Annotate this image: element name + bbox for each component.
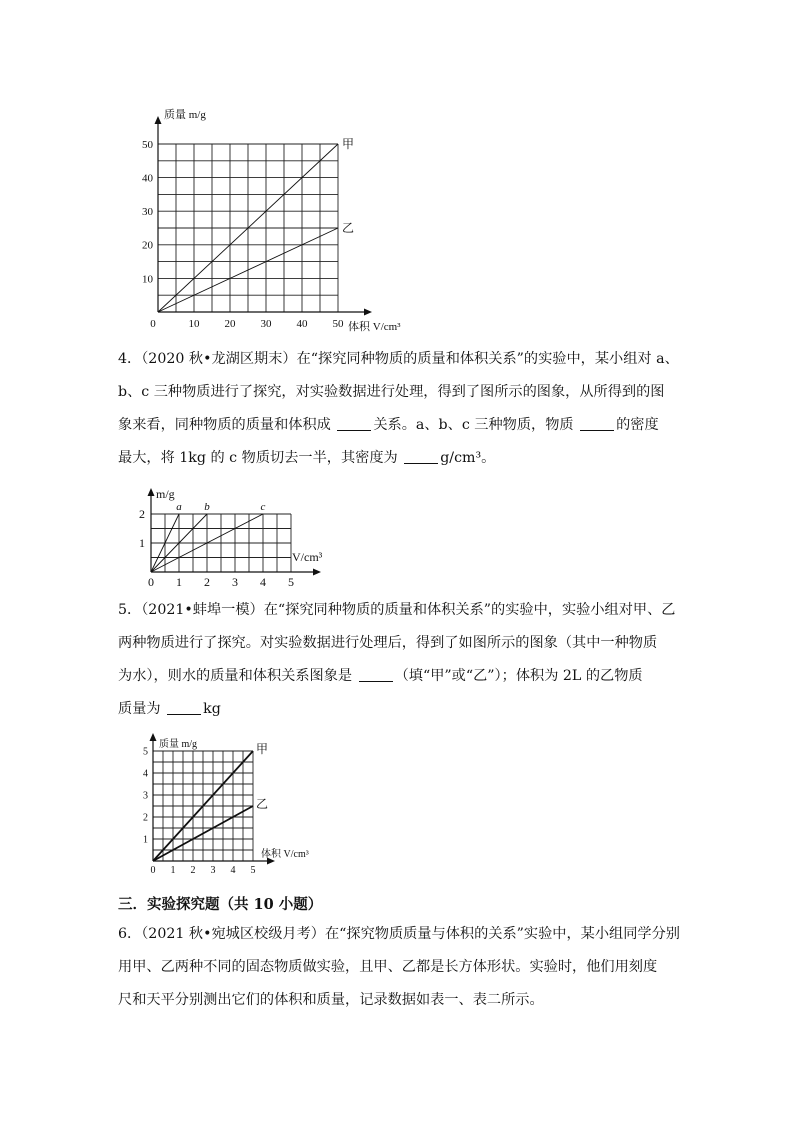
y-tick-label: 30: [142, 206, 153, 219]
y-axis-label: 质量 m/g: [159, 739, 198, 750]
q4-line-4-part-a: 最大，将 1kg 的 c 物质切去一半，其密度为: [118, 450, 398, 466]
q5-line-3-part-b: （填“甲”或“乙”）；体积为 2L 的乙物质: [394, 668, 643, 684]
question-5: [118, 594, 678, 726]
answer-blank-mass[interactable]: [167, 700, 201, 715]
y-tick-label: 1: [139, 536, 145, 551]
series-label: 乙: [256, 797, 269, 811]
section-title: 三．实验探究题（共 10 小题）: [118, 896, 323, 913]
x-tick-label: 40: [296, 318, 308, 330]
q5-line-4: [118, 693, 678, 726]
q4-line-4-part-b: g/cm³。: [440, 450, 496, 466]
y-tick-label: 20: [142, 239, 153, 252]
x-axis-label: V/cm³: [292, 550, 323, 564]
x-tick-label: 20: [224, 318, 236, 330]
y-axis-label: 质量 m/g: [164, 109, 206, 121]
x-tick-label: 4: [260, 575, 266, 588]
series-label: 甲: [342, 137, 355, 151]
q4-line-3: [118, 409, 678, 442]
y-tick-label: 4: [143, 768, 148, 780]
mass-volume-chart-1: [130, 100, 420, 340]
q5-line-4-part-a: 质量为: [118, 701, 161, 717]
answer-blank-relationship[interactable]: [337, 416, 371, 431]
x-tick-label: 5: [288, 575, 294, 588]
q6-line-1: 6．（2021 秋•宛城区校级月考）在“探究物质质量与体积的关系”实验中，某小组同学分别: [118, 926, 680, 942]
q4-line-1: 4．（2020 秋•龙湖区期末）在“探究同种物质的质量和体积关系”的实验中，某小组对 a、: [118, 351, 679, 367]
y-tick-label: 3: [143, 790, 148, 802]
x-tick-label: 50: [332, 318, 344, 330]
answer-blank-water-graph[interactable]: [359, 667, 393, 682]
series-label: 甲: [256, 742, 269, 756]
mass-volume-chart-2: [130, 478, 340, 588]
y-tick-label: 5: [143, 746, 148, 758]
q4-line-3-part-a: 象来看，同种物质的质量和体积成: [118, 417, 331, 433]
q6-line-3: 尺和天平分别测出它们的体积和质量，记录数据如表一、表二所示。: [118, 992, 544, 1008]
series-label: a: [176, 501, 182, 513]
x-tick-label: 1: [170, 865, 176, 876]
q4-line-3-part-c: 的密度: [616, 417, 659, 433]
x-tick-label: 4: [230, 865, 236, 876]
x-axis-arrow: [364, 309, 372, 316]
question-6: [118, 918, 678, 1017]
q5-line-3: [118, 660, 678, 693]
q5-line-2: 两种物质进行了探究。对实验数据进行处理后，得到了如图所示的图象（其中一种物质: [118, 635, 658, 651]
x-tick-label: 3: [232, 575, 238, 588]
x-tick-label: 2: [204, 575, 210, 588]
y-tick-label: 1: [143, 834, 148, 846]
q5-line-1: 5．（2021•蚌埠一模）在“探究同种物质的质量和体积关系”的实验中，实验小组对甲、乙: [118, 602, 676, 618]
x-tick-label: 3: [210, 865, 216, 876]
mass-volume-chart-3: [130, 730, 340, 880]
q5-line-4-part-b: kg: [203, 701, 221, 717]
y-axis-arrow: [155, 116, 162, 124]
q5-line-3-part-a: 为水），则水的质量和体积关系图象是: [118, 668, 353, 684]
y-tick-label: 2: [143, 812, 148, 824]
y-tick-label: 10: [142, 273, 153, 286]
chart-grid: [151, 514, 291, 572]
q4-line-2: b、c 三种物质进行了探究，对实验数据进行处理，得到了图所示的图象，从所得到的图: [118, 384, 665, 400]
q6-line-2: 用甲、乙两种不同的固态物质做实验，且甲、乙都是长方体形状。实验时，他们用刻度: [118, 959, 658, 975]
answer-blank-density[interactable]: [404, 449, 438, 464]
x-axis-arrow: [313, 569, 321, 576]
y-axis-arrow: [150, 733, 157, 741]
q4-line-4: [118, 442, 678, 475]
x-tick-label: 1: [176, 575, 182, 588]
y-tick-label: 50: [142, 138, 153, 151]
chart-axes: [155, 116, 373, 316]
x-tick-label: 0: [150, 318, 156, 330]
x-tick-label: 0: [148, 575, 154, 588]
x-tick-label: 10: [188, 318, 200, 330]
x-axis-label: 体积 V/cm³: [261, 849, 309, 860]
x-tick-label: 0: [150, 865, 156, 876]
x-tick-label: 5: [250, 865, 256, 876]
y-tick-label: 40: [142, 172, 153, 185]
x-axis-label: 体积 V/cm³: [348, 321, 401, 333]
y-axis-arrow: [148, 488, 155, 496]
series-label: 乙: [342, 221, 355, 235]
x-tick-label: 30: [260, 318, 272, 330]
q4-line-3-part-b: 关系。a、b、c 三种物质，物质: [373, 417, 574, 433]
answer-blank-densest-substance[interactable]: [580, 416, 614, 431]
y-axis-label: m/g: [156, 487, 175, 501]
question-4: [118, 343, 678, 475]
x-tick-label: 2: [190, 865, 196, 876]
y-tick-label: 2: [139, 507, 145, 522]
series-label: b: [204, 501, 210, 513]
series-label: c: [260, 501, 266, 513]
